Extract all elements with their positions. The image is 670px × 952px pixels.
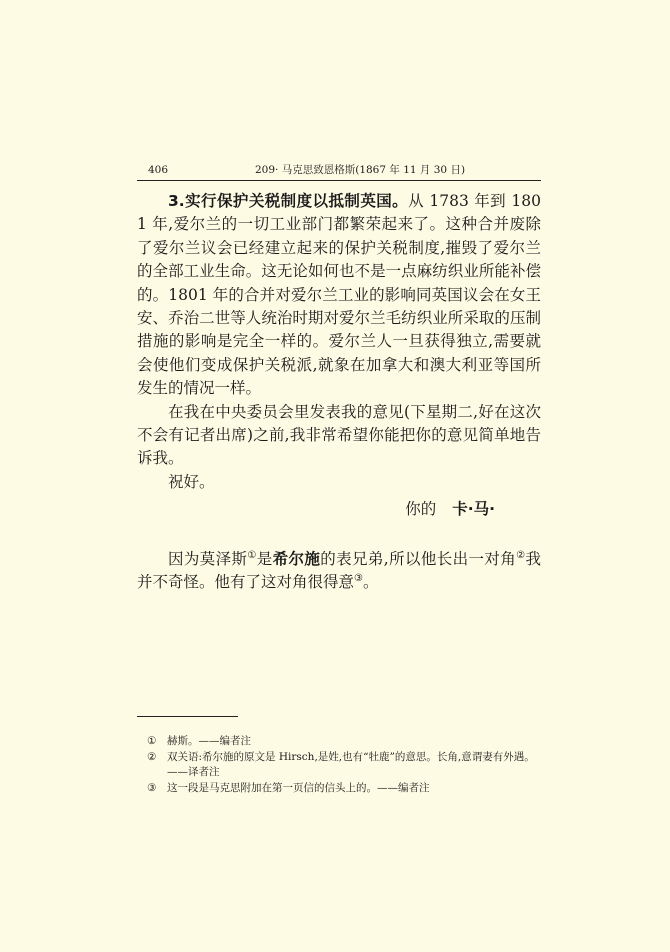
footnote-item [147,750,541,781]
signature-prefix: 你的 [405,500,437,519]
footnotes [147,734,541,796]
greeting: 祝好。 [168,472,215,491]
postscript-text: 的表兄弟,所以他长出一对角 [320,549,517,568]
footnote-text: 双关语:希尔施的原文是 Hirsch,是姓,也有“牡鹿”的意思。长角,意谓妻有外遇。——译者注 [167,750,535,778]
paragraph-protective-tariffs [137,190,541,401]
footnote-marker: ② [147,750,157,763]
letter-body [137,190,541,595]
page-number: 406 [148,164,169,176]
paragraph-text: 从 1783 年到 1801 年,爱尔兰的一切工业部门都繁荣起来了。这种合并废除了爱尔兰议会已经建立起来的保护关税制度,摧毁了爱尔兰的全部工业生命。这无论如何也不是一点麻纺织业所能补偿的。1801 年的合并对爱尔兰工业的影响同英国议会在女王安、乔治二世等人统治时期对爱尔兰毛纺织业所采取的压制措施的影响是完全一样的。爱尔兰人一旦获得独立,需要就会使他们变成保护关税派,就象在加拿大和澳大利亚等国所发生的情况一样。 [137,192,541,398]
running-title: 209· 马克思致恩格斯(1867 年 11 月 30 日) [255,164,466,176]
footnote-ref-2: ② [516,549,526,561]
footnote-rule [137,716,238,717]
postscript-text: 因为莫泽斯 [168,549,248,568]
footnote-ref-3: ③ [354,572,363,584]
page-header [137,162,541,179]
paragraph-central-committee: 在我在中央委员会里发表我的意见(下星期二,好在这次不会有记者出席)之前,我非常希望你能把你的意见简单地告诉我。 [137,402,541,468]
postscript-text: 。 [362,573,379,592]
postscript-text: 我并不奇怪。他有了这对角很得意 [137,549,541,592]
footnote-text: 赫斯。——编者注 [167,735,251,747]
footnote-marker: ① [147,735,157,747]
postscript-name: 希尔施 [272,549,321,568]
footnote-text: 这一段是马克思附加在第一页信的信头上的。——编者注 [167,781,430,794]
signature [137,498,541,521]
signature-name: 卡·马· [452,500,495,519]
footnote-ref-1: ① [247,549,257,561]
footnote-marker: ③ [147,781,157,794]
footnote-item [147,734,541,750]
paragraph-heading: 3.实行保护关税制度以抵制英国。 [168,192,409,210]
postscript-text: 是 [256,549,273,568]
header-rule [137,180,541,181]
footnote-item [147,781,541,797]
postscript [137,548,541,595]
